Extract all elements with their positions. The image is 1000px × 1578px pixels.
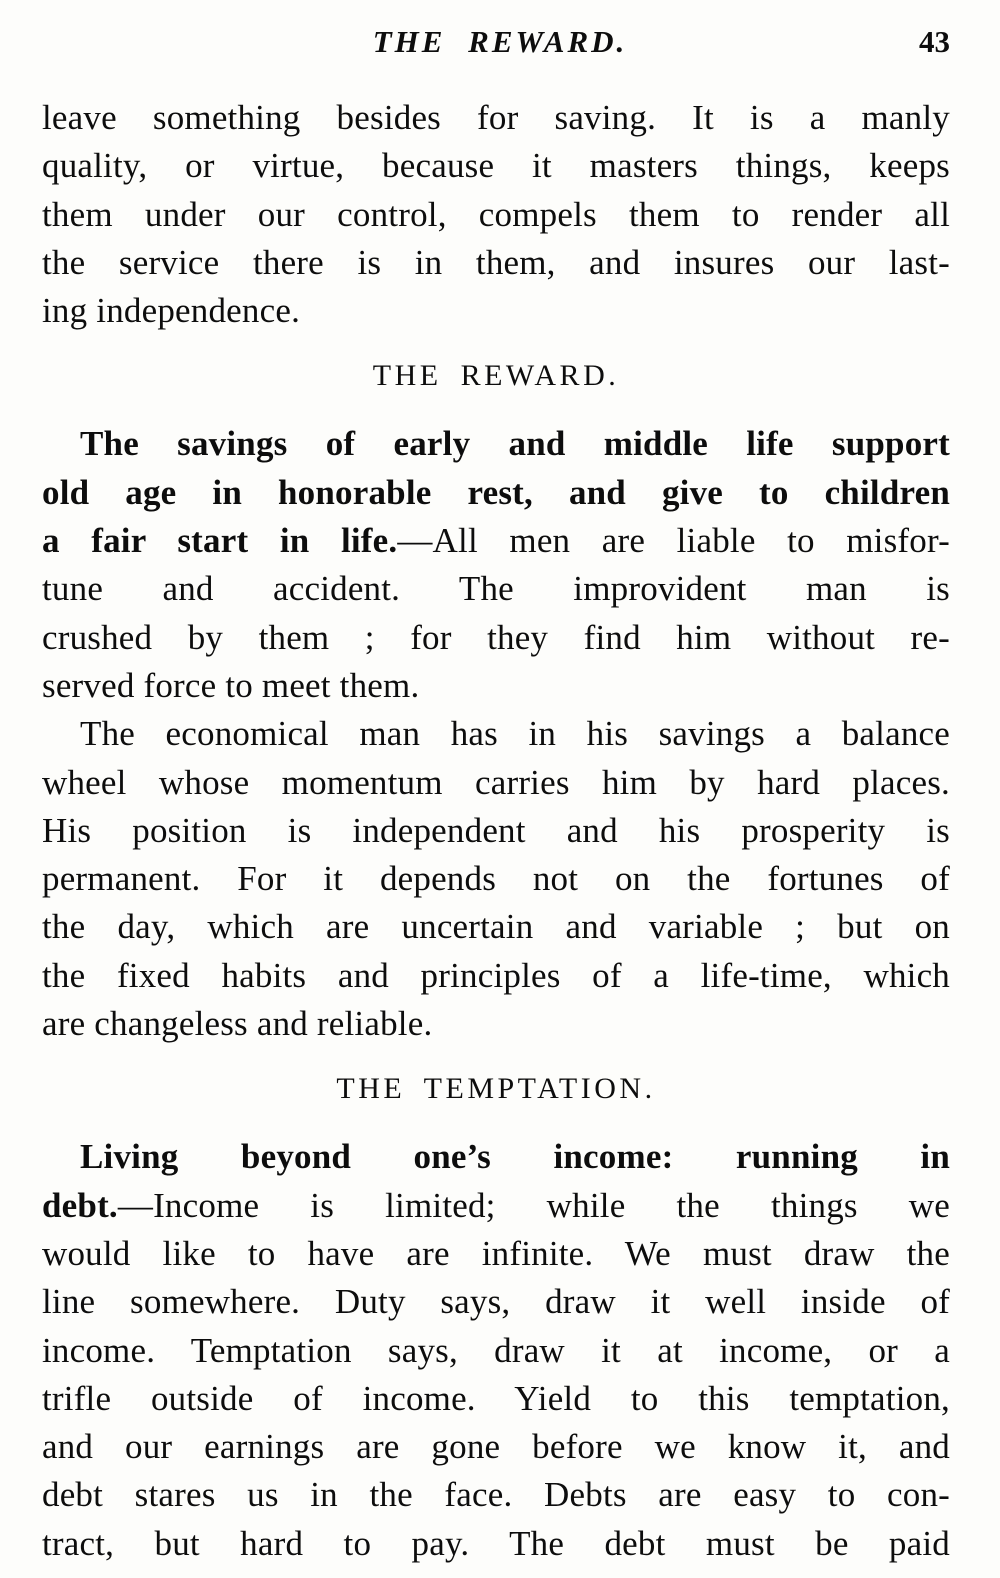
text-segment: them under our control, compels them to render all (42, 194, 950, 234)
paragraph (42, 420, 950, 710)
section-heading: THE TEMPTATION. (336, 1072, 656, 1106)
text-line (42, 807, 950, 855)
text-segment: —Income is limited; while the things we (117, 1185, 950, 1225)
text-line (42, 565, 950, 613)
bold-lead-text: a fair start in life. (42, 521, 398, 561)
text-line (42, 1471, 950, 1519)
text-line (42, 1520, 950, 1568)
text-segment: income. Temptation says, draw it at income, or a (42, 1330, 950, 1370)
text-segment: tune and accident. The improvident man is (42, 569, 950, 609)
running-header (0, 0, 1000, 66)
text-segment: —All men are liable to misfor- (397, 521, 950, 561)
bold-lead-text: Living beyond one’s income: running in (80, 1137, 950, 1177)
text-line (42, 517, 950, 565)
text-segment: debt stares us in the face. Debts are easy to con- (42, 1475, 950, 1515)
text-segment: permanent. For it depends not on the fortunes of (42, 859, 950, 899)
text-line (42, 287, 950, 335)
text-line (42, 94, 950, 142)
section-heading: THE REWARD. (372, 359, 620, 393)
text-segment: the day, which are uncertain and variable ; but on (42, 907, 950, 947)
bold-lead-text: The savings of early and middle life support (80, 424, 950, 464)
text-segment: the service there is in them, and insures our last- (42, 242, 950, 282)
paragraph (42, 710, 950, 1048)
text-line (42, 662, 950, 710)
text-line (42, 952, 950, 1000)
text-segment: leave something besides for saving. It is a manly (42, 98, 950, 137)
text-segment: ing independence. (42, 291, 301, 331)
text-line (42, 759, 950, 807)
text-segment: The economical man has in his savings a balance (80, 714, 950, 754)
bold-lead-text: debt. (42, 1185, 118, 1225)
text-line (42, 1327, 950, 1375)
text-line (42, 239, 950, 287)
bold-lead-text: old age in honorable rest, and give to children (42, 472, 950, 512)
text-line (42, 1133, 950, 1181)
page-number: 43 (919, 24, 950, 59)
text-line (42, 1423, 950, 1471)
text-line (42, 1000, 950, 1048)
text-line (42, 1182, 950, 1230)
running-title: THE REWARD. (372, 24, 628, 59)
text-line (42, 191, 950, 239)
text-segment: tract, but hard to pay. The debt must be paid (42, 1523, 950, 1563)
text-segment: and our earnings are gone before we know it, and (42, 1427, 950, 1467)
text-line (42, 420, 950, 468)
text-segment: crushed by them ; for they find him without re- (42, 617, 950, 657)
text-line (42, 1375, 950, 1423)
text-segment: wheel whose momentum carries him by hard places. (42, 762, 950, 802)
paragraph (42, 94, 950, 335)
text-segment: quality, or virtue, because it masters things, keeps (42, 146, 950, 186)
text-line (42, 469, 950, 517)
text-line (42, 1278, 950, 1326)
text-segment: the fixed habits and principles of a life-time, which (42, 955, 950, 995)
text-line (42, 710, 950, 758)
text-line (42, 855, 950, 903)
text-segment: are changeless and reliable. (42, 1004, 433, 1044)
text-line (42, 903, 950, 951)
text-line (42, 614, 950, 662)
text-segment: line somewhere. Duty says, draw it well inside of (42, 1282, 950, 1322)
text-line (42, 142, 950, 190)
text-segment: His position is independent and his prosperity is (42, 810, 950, 850)
paragraph (42, 1133, 950, 1568)
text-segment: would like to have are infinite. We must draw the (42, 1233, 950, 1273)
text-segment: served force to meet them. (42, 665, 420, 705)
text-segment: trifle outside of income. Yield to this temptation, (42, 1378, 950, 1418)
page-body (0, 94, 1000, 1568)
text-line (42, 1230, 950, 1278)
